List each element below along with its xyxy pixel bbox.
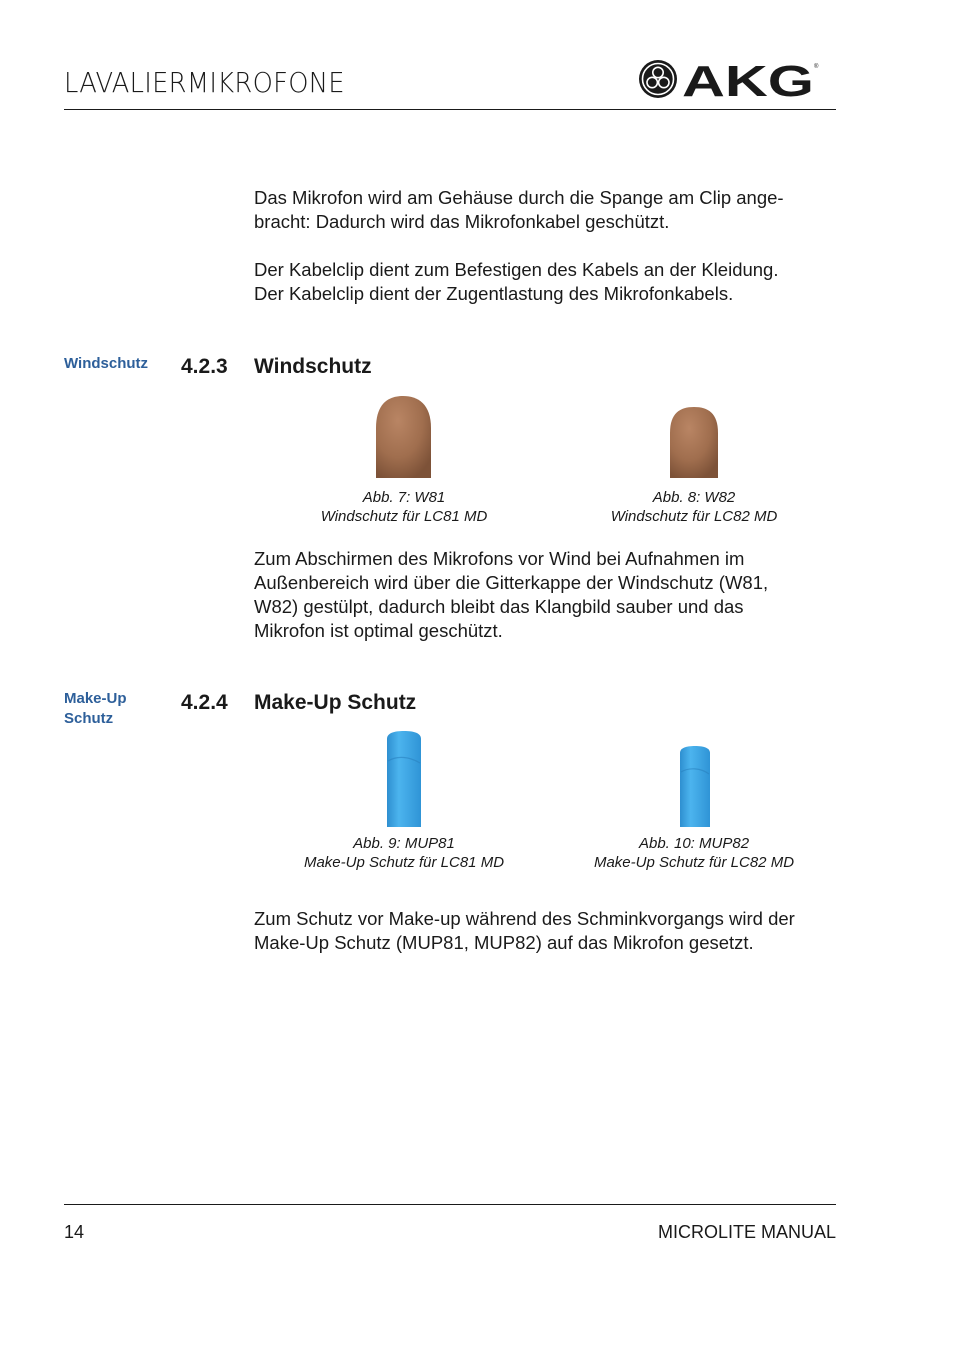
- figure-caption-mup81: Abb. 9: MUP81 Make-Up Schutz für LC81 MD: [303, 835, 505, 871]
- svg-text:®: ®: [814, 64, 819, 70]
- margin-label-make-up-schutz: Make-Up Schutz: [64, 690, 127, 727]
- windschutz-paragraph: Zum Abschirmen des Mikrofons vor Wind bei Aufnahmen im Außenbereich wird über die Gitterkappe der Windschutz (W81, W82) gestülpt, dadurch bleibt das Klangbild sauber und das Mikrofon ist optimal geschützt.: [254, 548, 769, 641]
- intro-paragraph-1: Das Mikrofon wird am Gehäuse durch die Spange am Clip ange- bracht: Dadurch wird das Mikrofonkabel geschützt.: [254, 187, 784, 232]
- akg-logo-text: AKG: [682, 58, 814, 100]
- page-header-title: LAVALIERMIKROFONE: [64, 66, 345, 99]
- header-rule: [64, 109, 836, 110]
- figure-caption-w82: Abb. 8: W82 Windschutz für LC82 MD: [610, 489, 778, 525]
- manual-title: MICROLITE MANUAL: [657, 1222, 836, 1242]
- windscreen-w81-image: [370, 394, 436, 480]
- section-heading-make-up-schutz: Make-Up Schutz: [254, 691, 417, 714]
- intro-paragraph-2: Der Kabelclip dient zum Befestigen des Kabels an der Kleidung. Der Kabelclip dient der Zugentlastung des Mikrofonkabels.: [254, 259, 779, 304]
- margin-label-windschutz: Windschutz: [64, 355, 149, 372]
- makeup-cap-mup81-image: [384, 729, 424, 829]
- figure-caption-mup82: Abb. 10: MUP82 Make-Up Schutz für LC82 MD: [593, 835, 795, 871]
- make-up-schutz-paragraph: Zum Schutz vor Make-up während des Schminkvorgangs wird der Make-Up Schutz (MUP81, MUP82) auf das Mikrofon gesetzt.: [254, 908, 795, 953]
- page-number: 14: [64, 1222, 85, 1242]
- windscreen-w82-image: [666, 405, 722, 480]
- akg-logo: [638, 58, 820, 100]
- footer-rule: [64, 1204, 836, 1205]
- section-number: 4.2.3: [181, 355, 228, 378]
- makeup-cap-mup82-image: [677, 744, 713, 829]
- section-heading-windschutz: Windschutz: [254, 355, 372, 378]
- figure-caption-w81: Abb. 7: W81 Windschutz für LC81 MD: [320, 489, 488, 525]
- section-number: 4.2.4: [181, 691, 228, 714]
